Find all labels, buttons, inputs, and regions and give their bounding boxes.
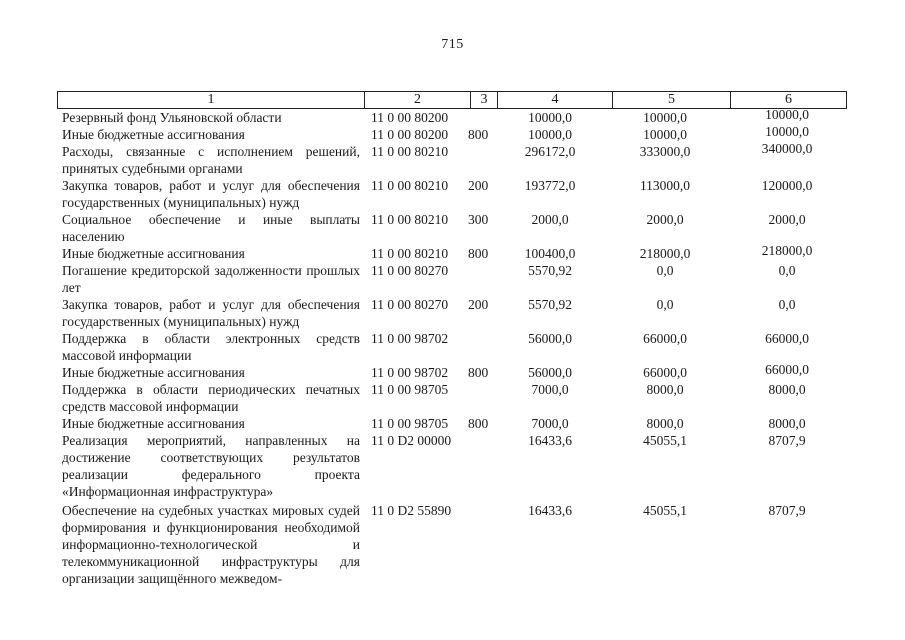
row-value-col4: 2000,0 — [531, 212, 569, 227]
row-name: Реализация мероприятий, направленных на достижение соответствующих результатов реализации федерального проекта «Информационная инфраструктура» — [62, 433, 360, 499]
row-value-col4: 16433,6 — [528, 433, 572, 448]
row-value-col5: 218000,0 — [639, 246, 691, 261]
row-value-col5: 8000,0 — [646, 382, 684, 397]
row-code: 11 0 00 80200 — [371, 110, 449, 125]
row-type: 800 — [468, 246, 489, 261]
row-code: 11 0 00 80270 — [371, 297, 449, 312]
row-code: 11 0 00 80210 — [371, 144, 449, 159]
row-value-col6: 8000,0 — [768, 416, 806, 431]
budget-table-body — [0, 109, 905, 592]
row-name: Социальное обеспечение и иные выплаты населению — [62, 212, 360, 244]
table-row — [0, 502, 905, 592]
row-value-col5: 10000,0 — [643, 127, 687, 142]
row-code: 11 0 00 80210 — [371, 178, 449, 193]
row-type: 200 — [468, 297, 489, 312]
table-row — [0, 330, 905, 364]
row-value-col5: 66000,0 — [643, 331, 687, 346]
table-row — [0, 381, 905, 415]
column-header-3: 3 — [471, 92, 498, 109]
column-header-5: 5 — [613, 92, 731, 109]
row-value-col6: 10000,0 — [765, 107, 809, 122]
row-value-col4: 296172,0 — [524, 144, 576, 159]
row-value-col5: 10000,0 — [643, 110, 687, 125]
table-row — [0, 262, 905, 296]
table-row — [0, 245, 905, 262]
row-type: 800 — [468, 416, 489, 431]
table-row — [0, 143, 905, 177]
row-value-col4: 16433,6 — [528, 503, 572, 518]
row-value-col4: 5570,92 — [528, 297, 572, 312]
table-row — [0, 296, 905, 330]
row-value-col6: 120000,0 — [761, 178, 813, 193]
row-code: 11 0 00 80210 — [371, 246, 449, 261]
row-code: 11 0 00 98705 — [371, 416, 449, 431]
row-value-col5: 113000,0 — [639, 178, 691, 193]
row-code: 11 0 00 80200 — [371, 127, 449, 142]
page-number: 715 — [441, 37, 464, 52]
row-type: 300 — [468, 212, 489, 227]
row-value-col6: 340000,0 — [761, 141, 813, 156]
row-value-col4: 193772,0 — [524, 178, 576, 193]
table-row — [0, 432, 905, 502]
row-value-col4: 7000,0 — [531, 416, 569, 431]
row-value-col6: 8000,0 — [768, 382, 806, 397]
row-name: Расходы, связанные с исполнением решений, принятых судебными органами — [62, 144, 360, 176]
column-header-2: 2 — [365, 92, 471, 109]
table-row — [0, 364, 905, 381]
row-value-col4: 100400,0 — [524, 246, 576, 261]
row-value-col4: 56000,0 — [528, 331, 572, 346]
row-name: Иные бюджетные ассигнования — [62, 127, 245, 142]
row-value-col5: 8000,0 — [646, 416, 684, 431]
row-value-col5: 2000,0 — [646, 212, 684, 227]
row-value-col5: 333000,0 — [639, 144, 691, 159]
row-name: Иные бюджетные ассигнования — [62, 416, 245, 431]
row-code: 11 0 D2 00000 — [371, 433, 452, 448]
row-value-col6: 8707,9 — [768, 433, 806, 448]
row-type: 200 — [468, 178, 489, 193]
row-name: Обеспечение на судебных участках мировых судей формирования и функционирования необходимой информационно-технологической и телекоммуникационной инфраструктуры для организации защищённого межведом- — [62, 503, 360, 586]
row-code: 11 0 00 98702 — [371, 365, 449, 380]
table-row — [0, 211, 905, 245]
row-value-col4: 7000,0 — [531, 382, 569, 397]
row-value-col6: 8707,9 — [768, 503, 806, 518]
row-name: Закупка товаров, работ и услуг для обеспечения государственных (муниципальных) нужд — [62, 178, 360, 210]
row-name: Поддержка в области электронных средств массовой информации — [62, 331, 360, 363]
row-type: 800 — [468, 127, 489, 142]
table-row — [0, 177, 905, 211]
row-value-col6: 0,0 — [778, 263, 796, 278]
row-code: 11 0 00 80270 — [371, 263, 449, 278]
column-header-table — [57, 91, 847, 109]
row-name: Погашение кредиторской задолженности прошлых лет — [62, 263, 360, 295]
row-value-col4: 5570,92 — [528, 263, 572, 278]
table-row — [0, 415, 905, 432]
row-value-col5: 45055,1 — [643, 433, 687, 448]
row-name: Закупка товаров, работ и услуг для обеспечения государственных (муниципальных) нужд — [62, 297, 360, 329]
row-value-col6: 66000,0 — [765, 331, 809, 346]
column-header-row — [58, 92, 847, 109]
row-value-col6: 66000,0 — [765, 362, 809, 377]
row-value-col5: 45055,1 — [643, 503, 687, 518]
row-type: 800 — [468, 365, 489, 380]
row-code: 11 0 00 98705 — [371, 382, 449, 397]
row-name: Иные бюджетные ассигнования — [62, 365, 245, 380]
row-code: 11 0 00 80210 — [371, 212, 449, 227]
row-code: 11 0 D2 55890 — [371, 503, 452, 518]
row-value-col6: 2000,0 — [768, 212, 806, 227]
row-value-col6: 0,0 — [778, 297, 796, 312]
row-value-col5: 0,0 — [656, 263, 674, 278]
row-value-col4: 10000,0 — [528, 110, 572, 125]
row-value-col6: 10000,0 — [765, 124, 809, 139]
column-header-6: 6 — [731, 92, 847, 109]
row-code: 11 0 00 98702 — [371, 331, 449, 346]
row-value-col6: 218000,0 — [761, 243, 813, 258]
column-header-4: 4 — [498, 92, 613, 109]
row-value-col4: 56000,0 — [528, 365, 572, 380]
row-value-col5: 66000,0 — [643, 365, 687, 380]
row-name: Поддержка в области периодических печатных средств массовой информации — [62, 382, 360, 414]
row-value-col4: 10000,0 — [528, 127, 572, 142]
row-name: Иные бюджетные ассигнования — [62, 246, 245, 261]
row-name: Резервный фонд Ульяновской области — [62, 110, 282, 125]
row-value-col5: 0,0 — [656, 297, 674, 312]
column-header-1: 1 — [58, 92, 365, 109]
